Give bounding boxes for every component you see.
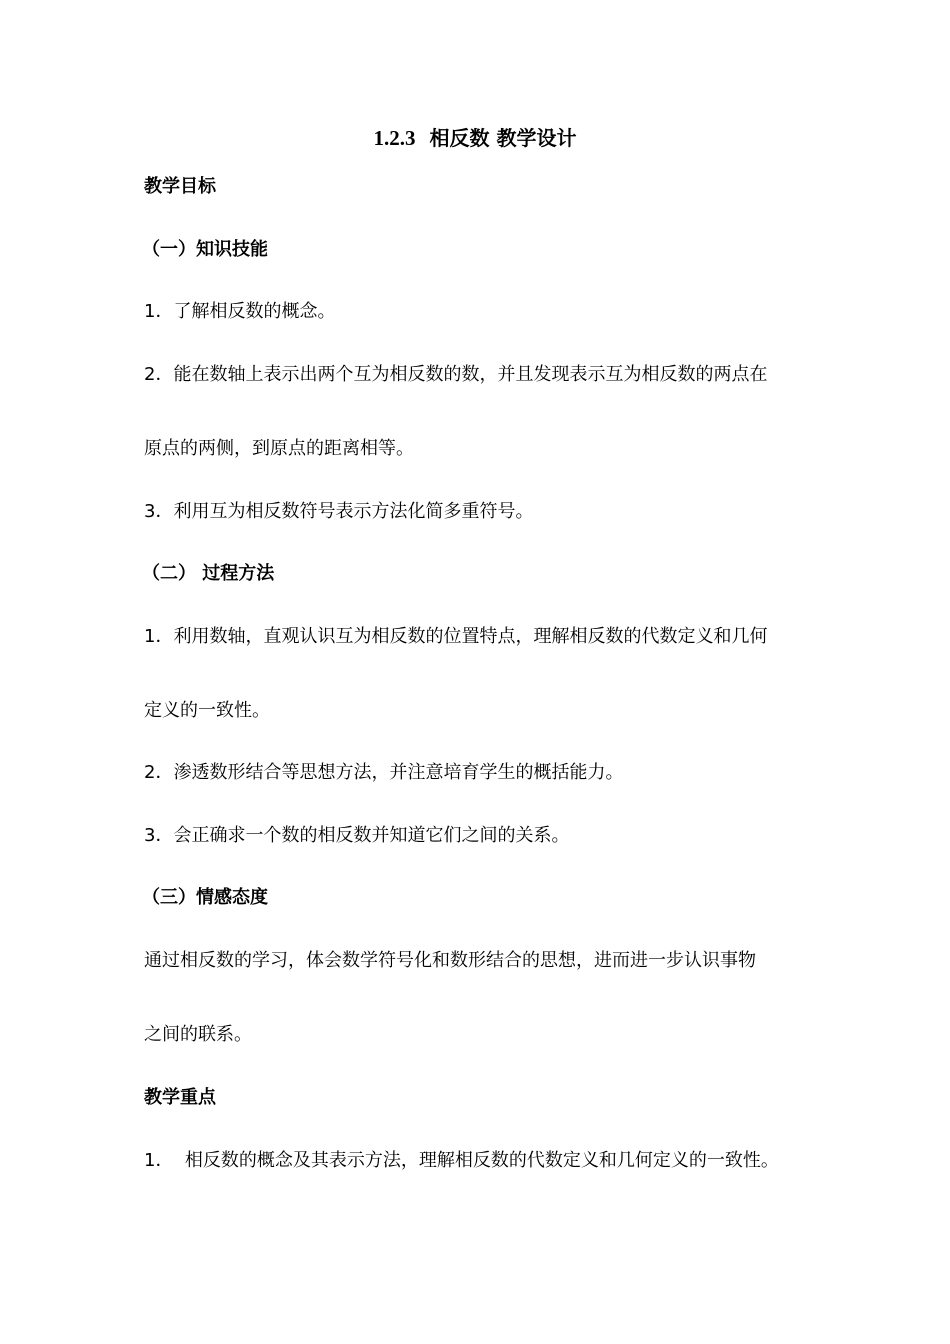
- key-point-item-1: 1． 相反数的概念及其表示方法，理解相反数的代数定义和几何定义的一致性。: [144, 1150, 779, 1171]
- knowledge-item-3: 3．利用互为相反数符号表示方法化简多重符号。: [144, 501, 534, 522]
- knowledge-item-2-line-1: 2．能在数轴上表示出两个互为相反数的数，并且发现表示互为相反数的两点在: [144, 364, 768, 385]
- subheading-process: （二） 过程方法: [142, 563, 275, 584]
- process-item-2: 2．渗透数形结合等思想方法，并注意培育学生的概括能力。: [144, 762, 624, 783]
- attitude-text-line-1: 通过相反数的学习，体会数学符号化和数形结合的思想，进而进一步认识事物: [144, 950, 756, 971]
- title-number: 1.2.3: [373, 126, 416, 150]
- process-item-1-line-1: 1．利用数轴，直观认识互为相反数的位置特点，理解相反数的代数定义和几何: [144, 626, 768, 647]
- title-text: 相反数 教学设计: [429, 126, 577, 150]
- heading-key-points: 教学重点: [144, 1087, 216, 1108]
- attitude-text-line-2: 之间的联系。: [144, 1024, 252, 1045]
- knowledge-item-2-line-2: 原点的两侧，到原点的距离相等。: [144, 438, 414, 459]
- process-item-1-line-2: 定义的一致性。: [144, 700, 270, 721]
- knowledge-item-1: 1．了解相反数的概念。: [144, 301, 336, 322]
- subheading-attitude: （三）情感态度: [142, 887, 268, 908]
- subheading-knowledge: （一）知识技能: [142, 239, 268, 260]
- document-title: [0, 124, 950, 152]
- heading-objectives: 教学目标: [144, 176, 216, 197]
- process-item-3: 3．会正确求一个数的相反数并知道它们之间的关系。: [144, 825, 570, 846]
